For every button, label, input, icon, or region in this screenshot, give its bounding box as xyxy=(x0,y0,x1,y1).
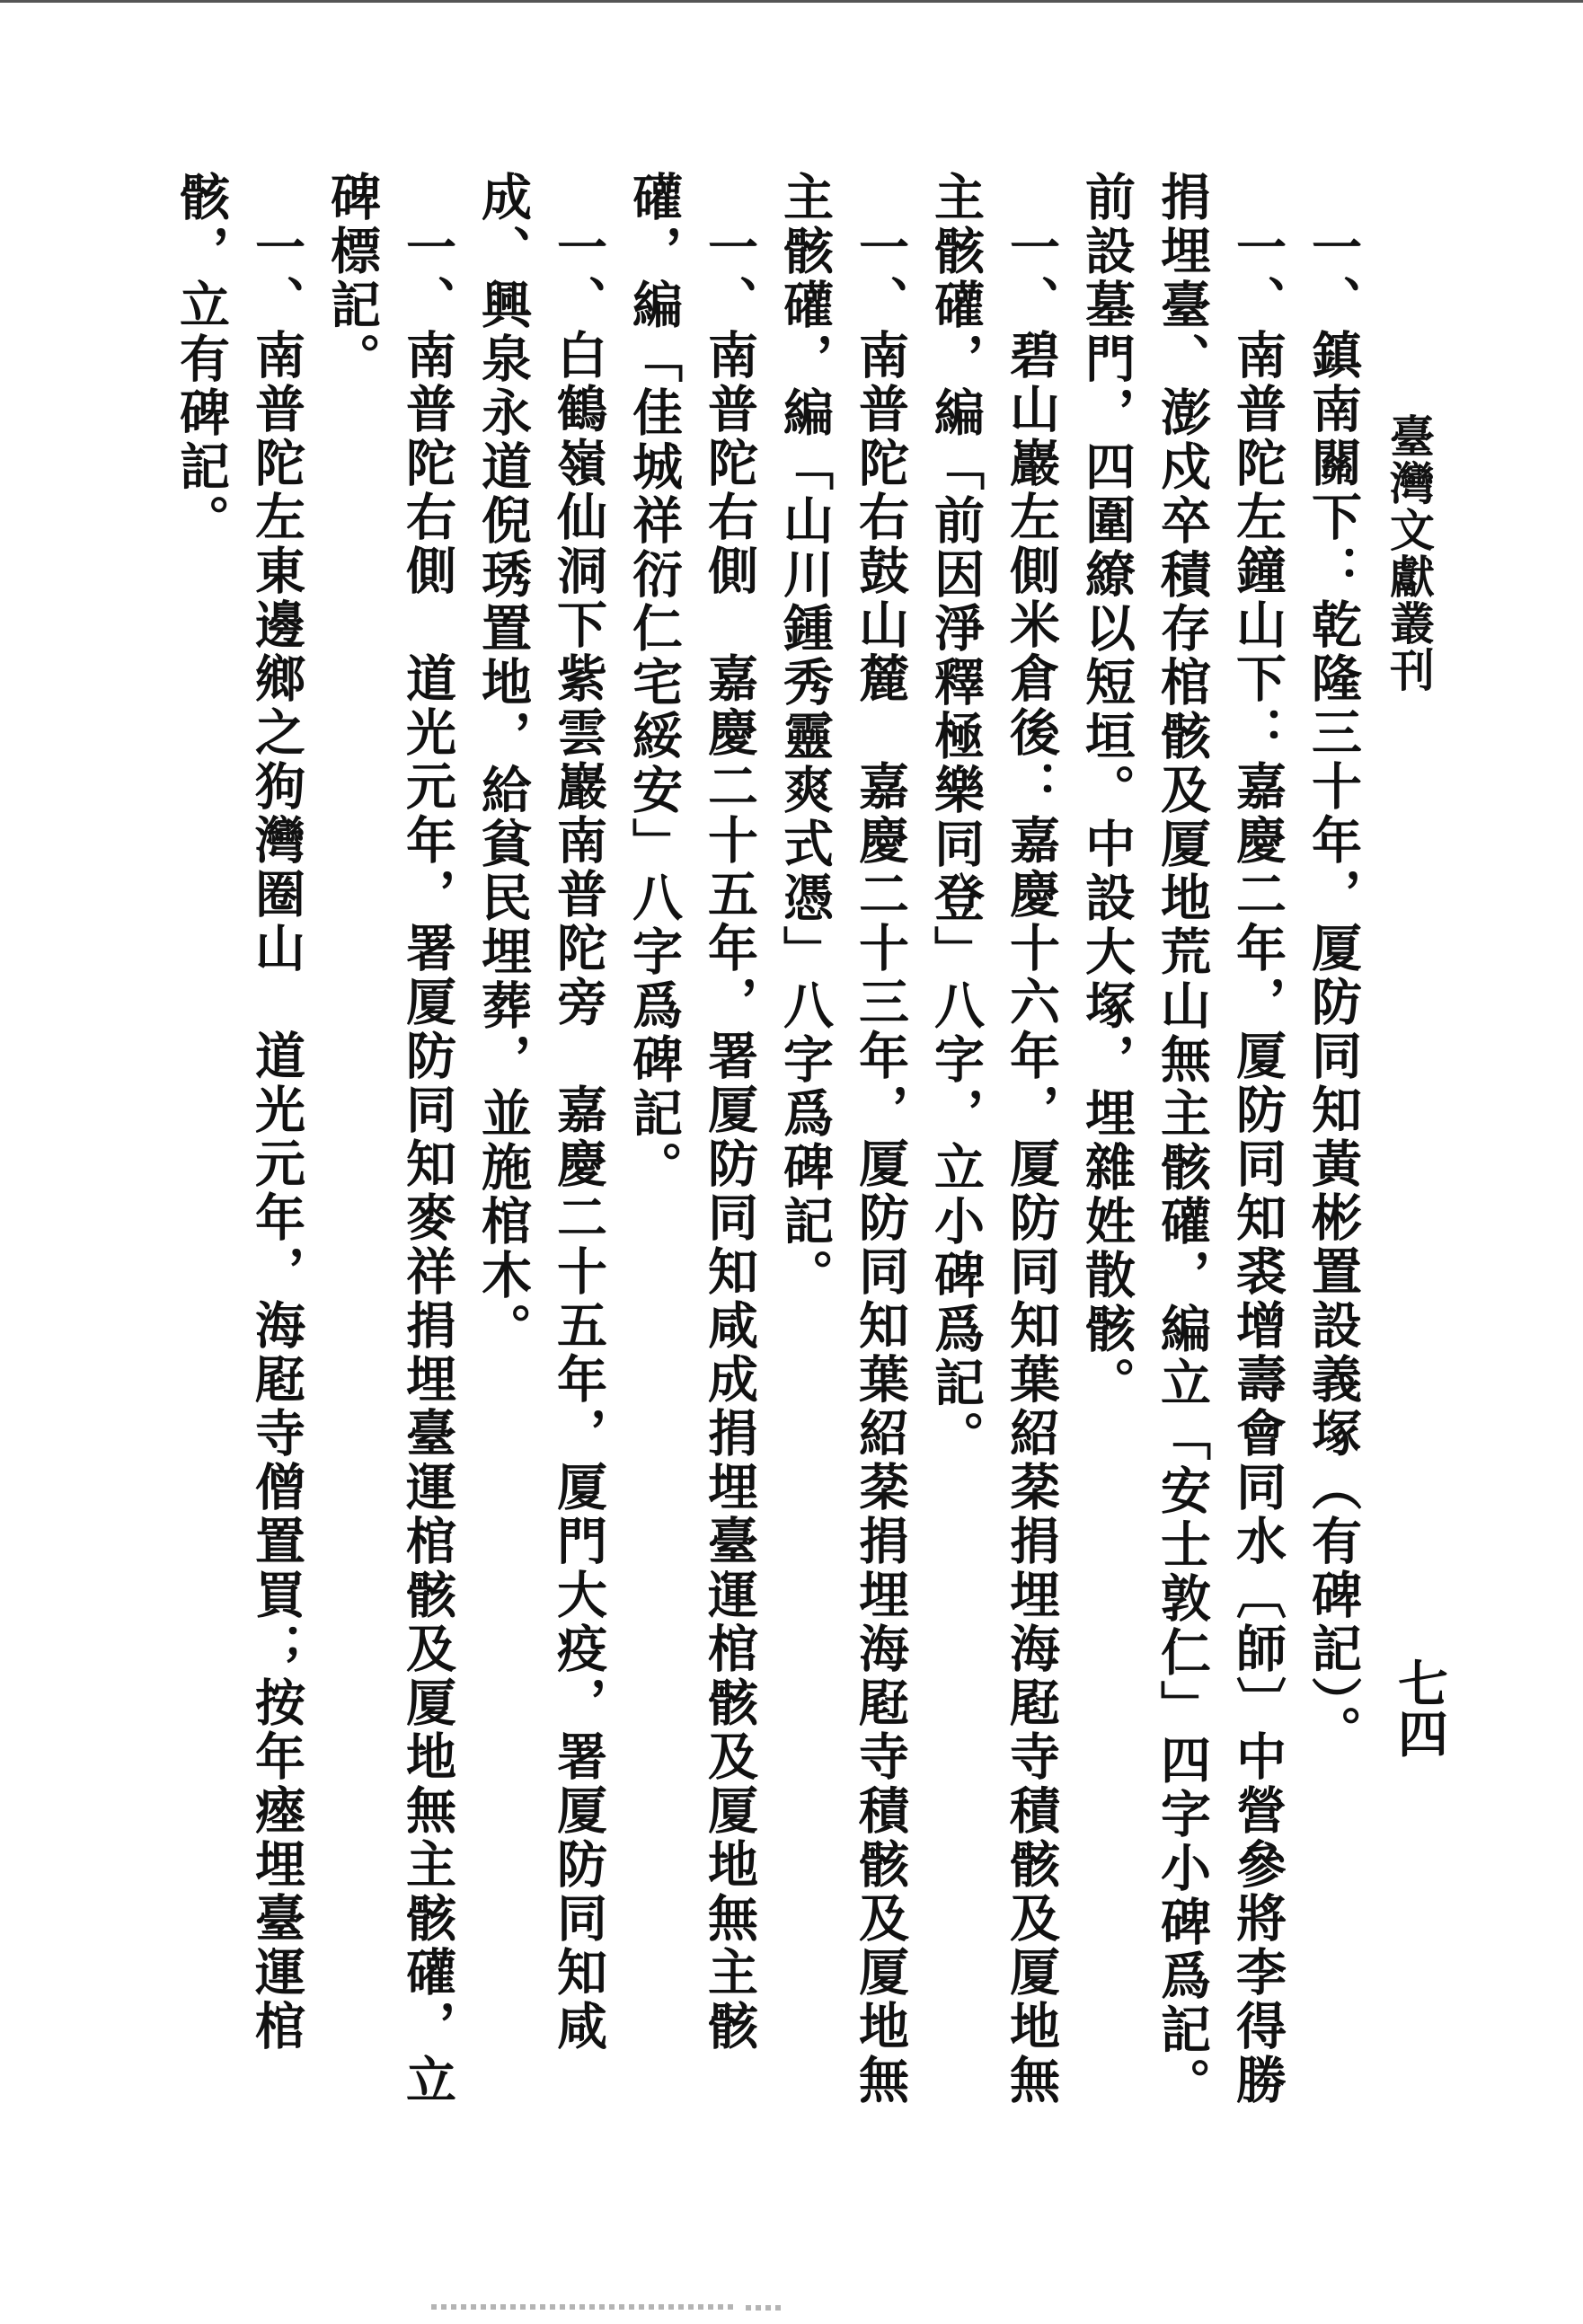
paragraph-5: 一、南普陀右側 嘉慶二十五年，署厦防同知咸成捐埋臺運棺骸及厦地無主骸礶，編「佳城祥衍仁宅綏安」八字爲碑記。 xyxy=(624,171,759,2054)
page-number: 七四 xyxy=(1390,1657,1449,1758)
paragraph-1: 一、鎮南關下：乾隆三十年，厦防同知黃彬置設義塚（有碑記）。 xyxy=(1304,221,1363,1759)
scan-smudge xyxy=(746,2305,782,2311)
paragraph-6: 一、白鶴嶺仙洞下紫雲巖南普陀旁 嘉慶二十五年，厦門大疫，署厦防同知咸成、興泉永道倪琇置地，給貧民埋葬，並施棺木。 xyxy=(473,171,608,2054)
paragraph-4: 一、南普陀右鼓山麓 嘉慶二十三年，厦防同知葉紹棻捐埋海屘寺積骸及厦地無主骸礶，編「山川鍾秀靈爽式憑」八字爲碑記。 xyxy=(775,171,910,2108)
paragraph-8: 一、南普陀左東邊鄉之狗灣圈山 道光元年，海屘寺僧置買；按年瘞埋臺運棺骸，立有碑記。 xyxy=(172,171,306,2054)
paragraph-2: 一、南普陀左鐘山下：嘉慶二年，厦防同知裘增壽會同水〔師〕中營參將李得勝捐埋臺、澎戍卒積存棺骸及厦地荒山無主骸礶，編立「安士敦仁」四字小碑爲記。前設墓門，四圍繚以短垣。中設大塚，埋雜姓散骸。 xyxy=(1077,171,1287,2111)
page-top-border xyxy=(0,0,1583,3)
paragraph-7: 一、南普陀右側 道光元年，署厦防同知麥祥捐埋臺運棺骸及厦地無主骸礶，立碑標記。 xyxy=(323,171,457,2108)
scan-smudge xyxy=(431,2304,737,2310)
paragraph-3: 一、碧山巖左側米倉後：嘉慶十六年，厦防同知葉紹棻捐埋海屘寺積骸及厦地無主骸礶，編「前因淨釋極樂同登」八字，立小碑爲記。 xyxy=(926,171,1061,2108)
main-text xyxy=(164,171,1371,2156)
running-title: 臺灣文獻叢刊 xyxy=(1383,413,1436,694)
